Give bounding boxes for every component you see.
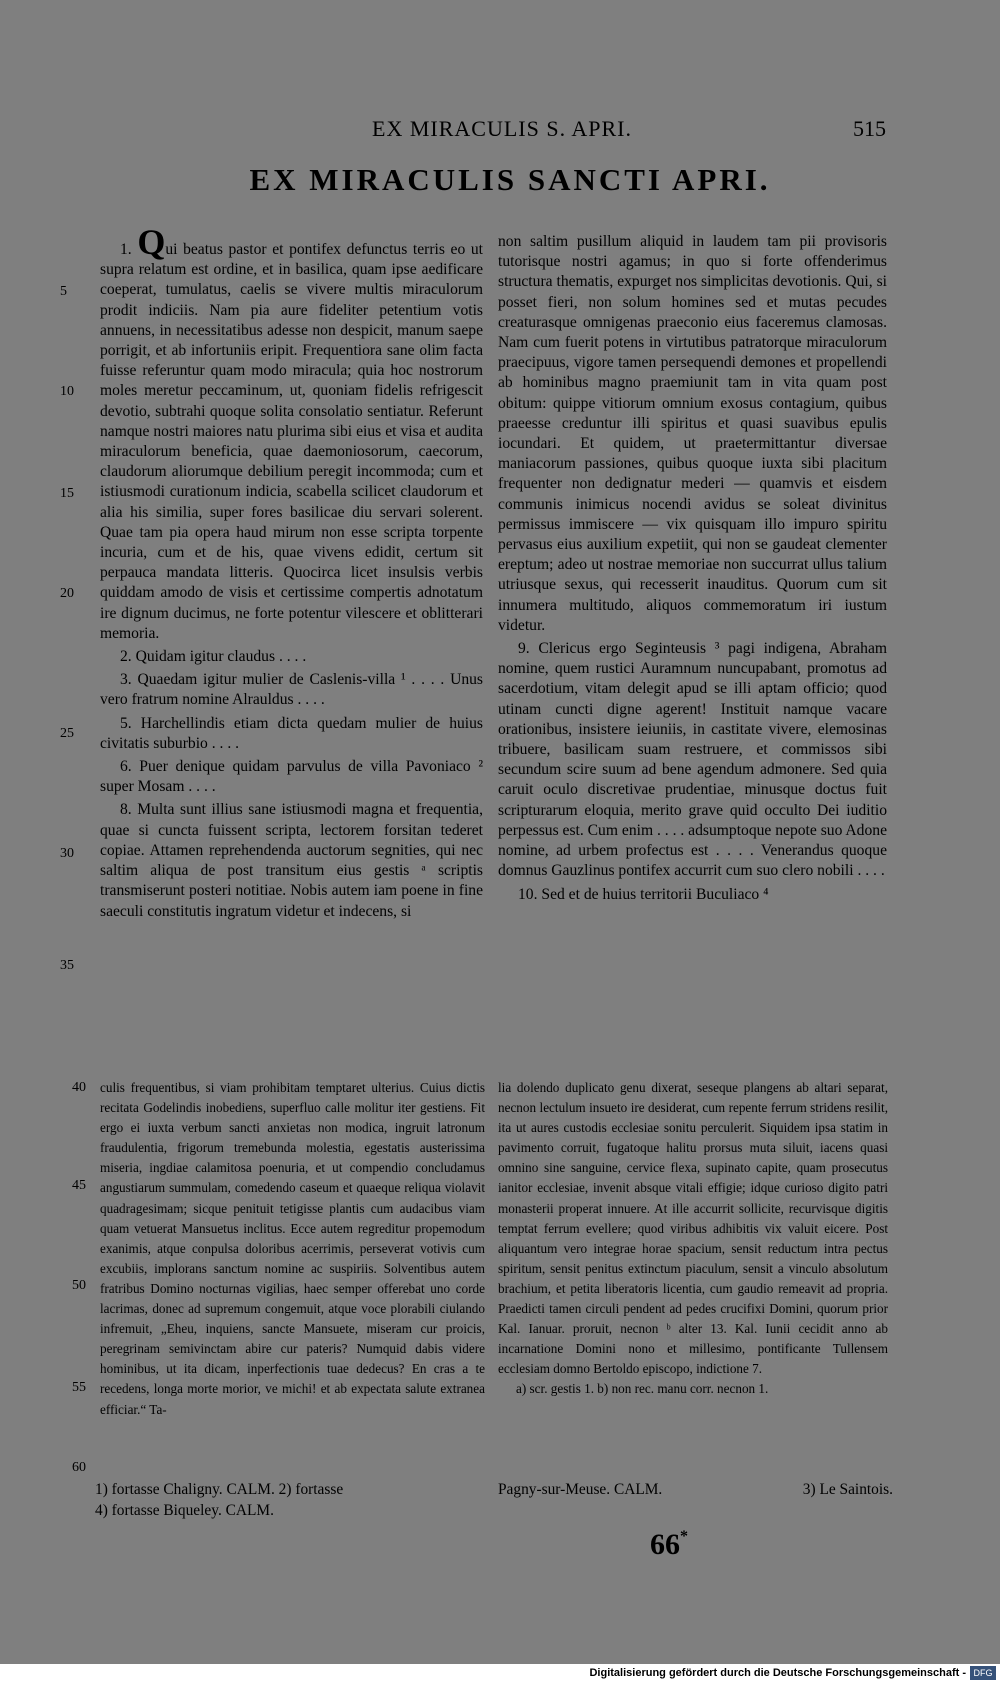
chapter-title: EX MIRACULIS SANCTI APRI.	[249, 162, 771, 197]
line-number: 35	[60, 958, 74, 973]
line-numbers-lower	[72, 1078, 100, 1478]
paragraph-1	[100, 222, 483, 644]
footnote-line: 4) fortasse Biqueley. CALM.	[95, 1502, 274, 1519]
paragraph-3: 3. Quaedam igitur mulier de Caslenis-villa ¹ . . . . Unus vero fratrum nomine Alrauldus . . . .	[100, 671, 483, 709]
critical-notes: a) scr. gestis 1. b) non rec. manu corr. necnon 1.	[516, 1381, 769, 1397]
line-number: 10	[60, 384, 74, 399]
line-number: 40	[72, 1080, 86, 1095]
paragraph-text: ui beatus pastor et pontifex defunctus terris eo ut supra relatum est ordine, et in basilica, quam ipse aedificare coeperat, tumulatus, caelis se vivere multis miraculorum prodit indiciis. Nam pia aure fideliter petentium votis annuens, in necessitatibus adesse non despicit, manum saepe porrigit, et ab infortuniis eripit. Frequentiora sane olim facta fuisse referuntur quam modo miracula; quia hoc nostrorum moles meretur peccaminum, ut, quoniam fidelis refrigescit devotio, subtrahi quoque solita consolatio sentiatur. Referunt namque nostri maiores natu plurima sibi eius et visa et audita miraculorum beneficia, quae daemoniosorum, caecorum, claudorum aliorumque debilium peregit incommoda; cum et istiusmodi curationum indicia, scabella scilicet claudorum et alia his similia, super fores basilicae diu servari solerent. Quae tam pia opera haud mirum non esse scripta torpente incuria, cum et de his, quae vivens edidit, certum sit perpauca mandata litteris. Quocirca licet insulsis verbis quiddam amodo de visis et certissime compertis adnotatum ire dignum ducimus, ne forte potentur vilescere et oblitterari memoria.	[100, 241, 483, 642]
paragraph-2: 2. Quidam igitur claudus . . . .	[120, 648, 307, 666]
paragraph-5: 5. Harchellindis etiam dicta quedam mulier de huius civitatis suburbio . . . .	[100, 714, 483, 752]
line-number: 45	[72, 1178, 86, 1193]
line-number: 55	[72, 1380, 86, 1395]
line-number: 60	[72, 1460, 86, 1475]
lower-right-body: lia dolendo duplicato genu dixerat, seseque plangens ab altari separat, necnon lectulum insueto ire desiderat, cum repente ferrum stridens resilit, ita ut aures custodis ecclesiae sonitu perculerit. Siquidem ipsa statim in pavimento corruit, fugatoque halitu prorsus muta siluit, iacens quasi omnino sine sanguine, cervice flexa, supinato capite, quam prosecutus ianitor ecclesiae, invenit absque vitali effigie; idque curioso digito patri monasterii properat innuere. At ille accurrit sollicite, recurvisque digitis temptat ferrum evellere; quod viribus adhibitis vix valuit eicere. Post aliquantum vero integrae horae spacium, sensit reductum intra pectus spiritum, sensit penitus extinctum piaculum, sensit a vinculo absolutum brachium, et petita liberatoris licentia, cum gaudio remeavit ad propria. Praedicti tamen circuli pendent ad pedes crucifixi Domini, quorum prior Kal. Ianuar. proruit, necnon ᵇ alter 13. Kal. Iunii cecidit anno ab incarnatione Domini nono et millesimo, pontificante Tullensem ecclesiam domno Bertoldo episcopo, indictione 7.	[498, 1080, 888, 1377]
right-column	[498, 232, 887, 908]
footnotes-left	[95, 1479, 495, 1521]
dfg-logo-icon: DFG	[970, 1666, 996, 1680]
paragraph-8-continued: non saltim pusillum aliquid in laudem tam pii provisoris tutorisque nostri agamus; in quo si forte offenderimus structura thematis, expurget nos simplicitas devotionis. Qui, si posset fieri, non solum homines sed et mutas pecudes creaturasque omnigenas praeconio eius faceremus clamosas. Nam cum fuerit potens in virtutibus patratorque miraculorum praecipuus, vigore tamen persequendi demones et propellendi ab hominibus magno praemiunit tam in vita quam post obitum: quippe vitiorum omnium exosus contagium, quibus praeesse creduntur illi spiritus et quasi suavibus epulis iocundari. Et quidem, ut praetermittantur diversae maniacorum passiones, quibus quoque iuxta sibi placitum frequenter non dedignatur mederi — quamvis et eisdem communis inimicus nocendi avidus se soleat divinitus permissus immiscere — vix quisquam illo impuro spiritu pervasus eius auxilium expetiit, qui non se gaudeat clementer ereptum; adeo ut nostrae memoriae non succurrat ullus talium utriusque sexus, qui recesserit inauditus. Quorum cum sit innumera multitudo, aliquos commemoratum iri iustum videtur.	[498, 233, 887, 634]
footnote-line: Pagny-sur-Meuse. CALM.	[498, 1481, 663, 1498]
signature-asterisk: *	[680, 1528, 688, 1545]
line-number: 5	[60, 284, 67, 299]
signature-number: 66	[650, 1528, 680, 1561]
line-number: 25	[60, 726, 74, 741]
paragraph-10: 10. Sed et de huius territorii Buculiaco ⁴	[518, 885, 769, 903]
dfg-banner	[0, 1664, 1000, 1683]
paragraph-6: 6. Puer denique quidam parvulus de villa Pavoniaco ² super Mosam . . . .	[100, 758, 483, 796]
paragraph-number: 1.	[120, 241, 132, 258]
footnotes-right	[498, 1479, 893, 1500]
lower-left-text: culis frequentibus, si viam prohibitam temptaret ulterius. Cuius dictis recitata Godelindis inobediens, superfluo calle molitur iter gestiens. Fit ergo ei iuxta verbum sancti anxietas non modica, ingruit latronum fraudulentia, frigorum tremebunda molestia, egestatis austerissima miseria, ingdiae calamitosa poenuria, et ut compendio concludamus angustiarum summulam, comedendo caseum et quaeque reliqua violavit quadragesimam; sicque penituit tetigisse plantis cum audacibus viam quam vetuerat Mansuetus inclitus. Ecce autem regreditur propemodum exanimis, atque conpulsa doloribus acerrimis, perseverat votivis cum excubiis, implorans sanctum nomine ac suspiriis. Solventibus autem fratribus Domino nocturnas vigilias, haec semper offerebat uno corde lacrimas, donec ad supremum congemuit, atque voce plorabili ciulando infremuit, „Eheu, inquiens, sancte Mansuete, miseram cur proicis, peregrinam semivinctam abire cur pateris? Numquid dabis videre hominibus, ut ita dicam, inperfectionis tuae dedecus? En cras a te recedens, longa morte morior, ve michi! et ab expectata salute extranea efficiar.“ Ta-	[100, 1080, 485, 1417]
left-column	[100, 222, 483, 925]
running-header	[300, 116, 900, 146]
footnote-line: 1) fortasse Chaligny. CALM. 2) fortasse	[95, 1481, 344, 1498]
line-number: 50	[72, 1278, 86, 1293]
line-numbers-upper	[60, 232, 90, 992]
signature-mark	[650, 1528, 688, 1562]
paragraph-9: 9. Clericus ergo Seginteusis ³ pagi indigena, Abraham nomine, quem rustici Auramnum nuncupabant, promotus ad sacerdotium, vitam delegit apud se illi aptam officio; quod utinam cuncti digne agerent! Instituit namque vacare orationibus, insistere ieiuniis, in castitate vivere, elemosinas tribuere, basilicam suam restruere, et commissos sibi secundum scire suum ad bene agendum admonere. Sed quia caruit oculo discretivae prudentiae, minusque doctus fuit scripturarum eloquia, merito grave quid occulto Dei iuditio perpessus est. Cum enim . . . . adsumptoque nepote suo Adone nomine, ad urbem profectus est . . . . Venerandus quoque domnus Gauzlinus pontifex accurrit cum suo clero nobili . . . .	[498, 640, 887, 880]
line-number: 15	[60, 486, 74, 501]
line-number: 30	[60, 846, 74, 861]
lower-right-text	[498, 1078, 888, 1400]
running-title: EX MIRACULIS S. APRI.	[372, 116, 632, 141]
banner-text: Digitalisierung gefördert durch die Deutsche Forschungsgemeinschaft -	[589, 1667, 966, 1679]
line-number: 20	[60, 586, 74, 601]
footnote-line: 3) Le Saintois.	[802, 1481, 893, 1498]
paragraph-8: 8. Multa sunt illius sane istiusmodi magna et frequentia, quae si cuncta fuissent scripta, lectorem forsitan tederet copiae. Attamen reprehendenda auctorum segnities, qui nec saltim aliqua de post transitum eius gestis ᵃ scriptis transmiserunt posteri notitiae. Nobis autem iam poene in fine saeculi constitutis ingratum videtur et indecens, si	[100, 801, 483, 920]
initial-capital: Q	[137, 222, 166, 262]
page-number: 515	[853, 116, 886, 141]
